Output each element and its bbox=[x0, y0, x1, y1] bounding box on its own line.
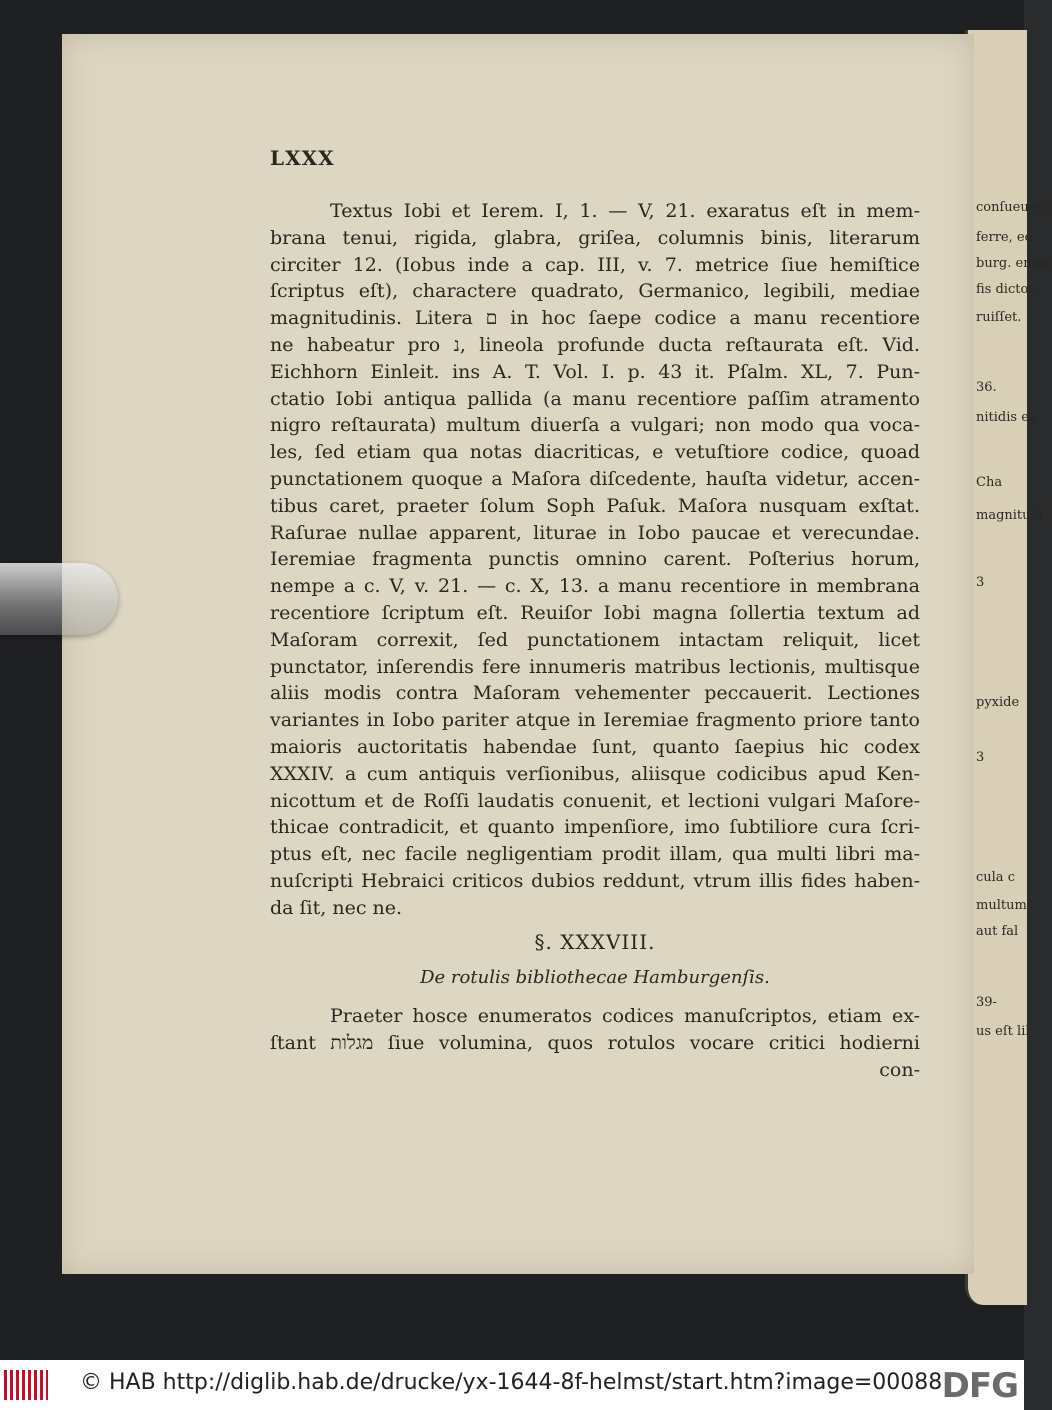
text-line: circiter 12. (Iobus inde a cap. III, v. 7. metrice ſiue hemiſtice bbox=[270, 253, 920, 276]
text-line: Eichhorn Einleit. ins A. T. Vol. I. p. 43 it. Pſalm. XL, 7. Pun- bbox=[270, 360, 920, 383]
text-line: thicae contradicit, et quanto impenſiore, imo ſubtiliore cura ſcri- bbox=[270, 816, 920, 839]
facing-text: conſueueru bbox=[976, 200, 1052, 215]
facing-text: nitidis ex bbox=[976, 410, 1037, 425]
text-line: nigro reſtaurata) multum diuerſa a vulgari; non modo qua voca- bbox=[270, 414, 920, 437]
facing-text: aut fal bbox=[976, 924, 1019, 939]
text-line: ptus eſt, nec facile negligentiam prodit illam, qua multi libri ma- bbox=[270, 843, 920, 866]
text-line: punctationem quoque a Maſora diſcedente, hauſta videtur, accen- bbox=[270, 467, 920, 490]
text-line: Textus Iobi et Ierem. I, 1. — V, 21. exaratus eſt in mem- bbox=[330, 200, 920, 222]
text-line: aliis modis contra Maſoram vehementer peccauerit. Lectiones bbox=[270, 682, 920, 705]
facing-text: 3 bbox=[976, 575, 985, 590]
text-line: tibus caret, praeter ſolum Soph Paſuk. Maſora nusquam exſtat. bbox=[270, 494, 920, 517]
text-line: recentiore ſcriptum eſt. Reuiſor Iobi magna ſollertia textum ad bbox=[270, 601, 920, 624]
text-line: les, ſed etiam qua notas diacriticas, e vetuſtiore codice, quoad bbox=[270, 441, 920, 464]
facing-text: fis dictos bbox=[976, 282, 1035, 297]
facing-text: 36. bbox=[976, 380, 997, 395]
text-line: XXXIV. a cum antiquis verſionibus, aliisque codicibus apud Ken- bbox=[270, 762, 920, 785]
section-subtitle: De rotulis bibliothecae Hamburgenſis. bbox=[420, 967, 770, 988]
text-line: nuſcripti Hebraici criticos dubios reddunt, vtrum illis fides haben- bbox=[270, 869, 920, 892]
facing-text: ferre, eo bbox=[976, 230, 1033, 245]
text-line: Maſoram correxit, ſed punctationem intactam reliquit, licet bbox=[270, 628, 920, 651]
text-line: magnitudinis. Litera ם in hoc ſaepe codice a manu recentiore bbox=[270, 307, 920, 330]
viewer-footer bbox=[0, 1360, 1024, 1410]
text-line: ne habeatur pro נ, lineola profunde ducta reſtaurata eſt. Vid. bbox=[270, 333, 921, 356]
page-clip bbox=[0, 563, 118, 635]
facing-text: magnitudi bbox=[976, 508, 1044, 523]
facing-text: 3 bbox=[976, 750, 985, 765]
page-number: LXXX bbox=[270, 146, 335, 170]
text-line: punctator, inſerendis fere innumeris matribus lectionis, multisque bbox=[270, 655, 920, 678]
section-text bbox=[270, 1003, 920, 1084]
barcode-icon bbox=[4, 1370, 48, 1400]
text-line: da ſit, nec ne. bbox=[270, 896, 403, 919]
text-line: maioris auctoritatis habendae ſunt, quanto ſaepius hic codex bbox=[270, 735, 920, 758]
facing-text: ruiſſet. bbox=[976, 310, 1022, 325]
facing-text: multum bbox=[976, 898, 1027, 913]
body-text bbox=[270, 198, 920, 922]
facing-text: Cha bbox=[976, 475, 1003, 490]
text-line: nempe a c. V, v. 21. — c. X, 13. a manu recentiore in membrana bbox=[270, 575, 920, 598]
facing-text: pyxide bbox=[976, 695, 1020, 710]
facing-text: cula c bbox=[976, 870, 1015, 885]
section-title: §. XXXVIII. bbox=[534, 930, 656, 954]
facing-text: us eſt lib bbox=[976, 1024, 1034, 1039]
text-line: ſcriptus eſt), charactere quadrato, Germanico, legibili, mediae bbox=[270, 280, 920, 303]
facing-page bbox=[965, 30, 1052, 1305]
facing-text: burg. enum bbox=[976, 256, 1052, 271]
text-line: ſtant מגלות ſiue volumina, quos rotulos vocare critici hodierni bbox=[270, 1032, 920, 1054]
text-line: Praeter hosce enumeratos codices manuſcriptos, etiam ex- bbox=[330, 1005, 920, 1027]
catchword: con- bbox=[879, 1059, 920, 1081]
text-line: Ieremiae fragmenta punctis omnino carent. Poſterius horum, bbox=[270, 548, 920, 571]
facing-text: 39- bbox=[976, 995, 997, 1010]
text-line: brana tenui, rigida, glabra, griſea, columnis binis, literarum bbox=[270, 226, 920, 249]
text-line: ctatio Iobi antiqua pallida (a manu recentiore paſſim atramento bbox=[270, 387, 920, 410]
text-line: Raſurae nullae apparent, liturae in Iobo paucae et verecundae. bbox=[270, 521, 920, 544]
citation-link[interactable]: © HAB http://diglib.hab.de/drucke/yx-1644-8f-helmst/start.htm?image=00088 bbox=[80, 1370, 943, 1395]
text-line: nicottum et de Roſſi laudatis conuenit, et lectioni vulgari Maſore- bbox=[270, 789, 920, 812]
dfg-logo: DFG bbox=[941, 1366, 1018, 1406]
text-line: variantes in Iobo pariter atque in Ieremiae fragmento priore tanto bbox=[270, 709, 920, 732]
